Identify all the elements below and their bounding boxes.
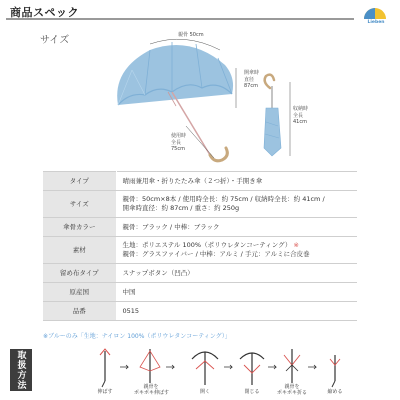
open-length-label: 使用時 全長 75cm (171, 133, 187, 152)
spec-key: 素材 (43, 237, 116, 264)
table-row (43, 302, 357, 321)
arrow-right-icon (120, 365, 128, 369)
brand-logo-text: Lieben (367, 20, 385, 25)
size-heading: サイズ (40, 35, 70, 46)
open-step-icon (192, 352, 218, 385)
step-label-shrink: 縮める (327, 389, 343, 395)
umbrella-drawing (0, 30, 400, 166)
step-label-open: 開く (199, 389, 210, 395)
open-diameter-label: 開傘時 直径 87cm (244, 70, 260, 89)
arrow-right-icon (308, 365, 316, 369)
step-label-extend: 伸ばす (97, 389, 113, 395)
spec-value (116, 237, 357, 264)
table-row (43, 283, 357, 302)
note-mark: ※ (293, 241, 299, 249)
spec-value: 0515 (116, 302, 357, 321)
arrow-right-icon (166, 365, 174, 369)
table-row (43, 218, 357, 237)
spec-value: 中国 (116, 283, 357, 302)
straighten-ribs-step-icon (140, 349, 160, 383)
spec-table (43, 171, 357, 321)
extend-step-icon (100, 349, 110, 387)
folded-length-label: 収納時 全長 41cm (293, 106, 309, 125)
close-step-icon (240, 353, 264, 385)
spec-key: 傘骨カラー (43, 218, 116, 237)
spec-key: タイプ (43, 172, 116, 191)
step-label-straighten: 親骨を ポキポキ伸ばす (134, 384, 170, 396)
material-fabric: 生地：ポリエステル 100%（ポリウレタンコーティング） (122, 241, 292, 249)
spec-value: スナップボタン（凹凸） (116, 264, 357, 283)
table-row (43, 172, 357, 191)
umbrella-illustration (0, 30, 400, 166)
handling-title: 取扱方法 (10, 349, 32, 391)
table-row (43, 264, 357, 283)
spec-value: 晴雨兼用傘・折りたたみ傘（２つ折）・手開き傘 (116, 172, 357, 191)
folded-umbrella-icon (264, 75, 290, 156)
blue-material-note: ※ブルーのみ「生地：ナイロン 100%（ポリウレタンコーティング）」 (43, 333, 231, 340)
spec-key: 留め布タイプ (43, 264, 116, 283)
spec-key: 原産国 (43, 283, 116, 302)
spec-value-line (123, 241, 358, 250)
shrink-step-icon (330, 355, 340, 387)
spec-value-line: 親骨：50cm×8本 / 使用時全長：約 75cm / 収納時全長：約 41cm / (122, 195, 325, 203)
table-row (43, 191, 357, 218)
spec-key: 品番 (43, 302, 116, 321)
step-label-close: 閉じる (244, 389, 260, 395)
arrow-right-icon (268, 365, 276, 369)
spec-value-line: 親骨：グラスファイバー / 中棒：アルミ / 手元：アルミに合皮巻 (122, 250, 310, 258)
spec-value-line: 開傘時直径：約 87cm / 重さ：約 250g (122, 204, 240, 212)
step-label-fold: 親骨を ポキポキ折る (276, 384, 307, 396)
spec-key: サイズ (43, 191, 116, 218)
arrow-right-icon (224, 365, 232, 369)
fold-ribs-step-icon (284, 349, 300, 383)
rib-length-label: 親骨 50cm (178, 32, 204, 38)
table-row (43, 237, 357, 264)
spec-value (116, 191, 357, 218)
page-header (0, 0, 400, 26)
spec-value: 親骨：ブラック / 中棒：ブラック (116, 218, 357, 237)
page-title: 商品スペック (10, 6, 79, 19)
